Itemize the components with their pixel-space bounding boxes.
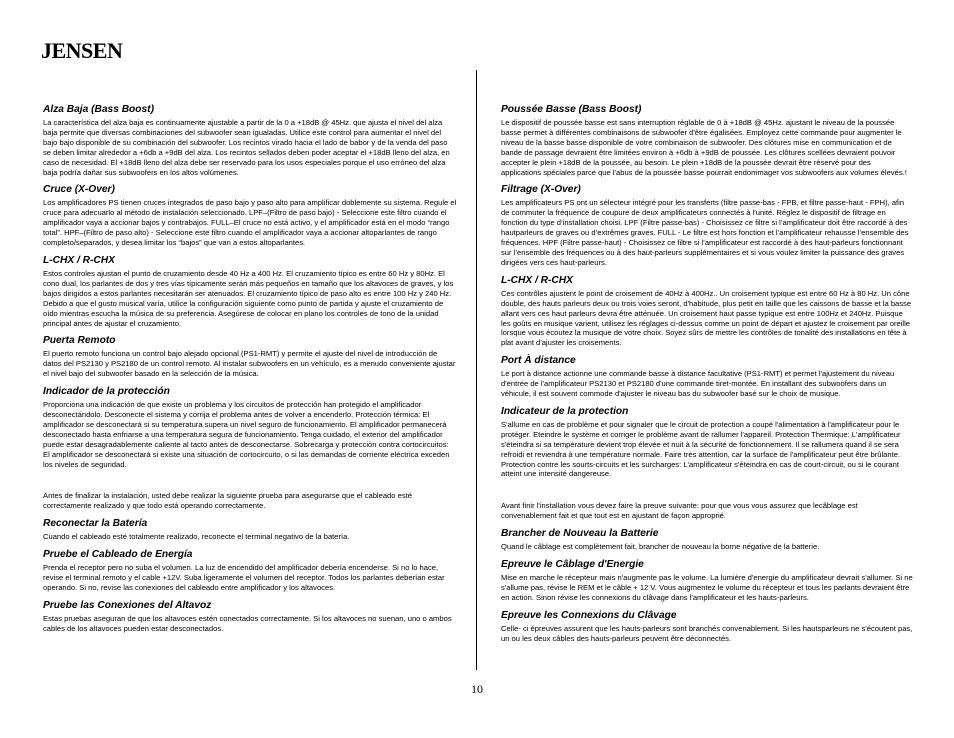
section-poussee-basse bbox=[501, 103, 913, 177]
section-heading: L-CHX / R-CHX bbox=[501, 274, 573, 286]
test-connexions-clavage bbox=[501, 609, 913, 644]
section-heading: Pruebe las Conexiones del Altavoz bbox=[43, 599, 212, 611]
section-body: Estas pruebas aseguran de que los altavoces estén conectados correctamente. Si los altavoces no suenan, uno o ambos cables de los altavoces pueden estar desconectados. bbox=[43, 613, 452, 633]
section-lchx-rchx bbox=[501, 274, 913, 348]
section-heading: Poussée Basse (Bass Boost) bbox=[501, 104, 642, 115]
page-number: 10 bbox=[471, 682, 483, 696]
section-body: La característica del alza baja es continuamente ajustable a partir de la 0 a +18dB @ 45Hz. que ajusta el nivel del alza baja permite que diversas combinaciones del subwoofer sean igualadas. Utilice este control para aumentar el nivel del bajo bajo disponible de su combinación del subwoofer. Los recintos virado hacia el lado de babor y de la venda del paso se deben limitar alrededor a +6db a +9dB del alza. Los recintos sellados deben poder aceptar el +18dB lleno del alza, en caso de necesidad. El +18dB lleno del alza debe ser reservado para los usos especiales porque el uso erróneo del alza baja podría dañar sus subwoofers en los altos volúmenes. bbox=[43, 118, 450, 177]
section-filtrage bbox=[501, 183, 913, 267]
section-body: Mise en marche le récepteur mais n'augmente pas le volume. La lumière d'energie du amplificateur devrait s'allumer. Si ne s'allume pas, révise le REM et le câble + 12 V. Vous augmentez le volume du récepteur et tous les parlants devraient être en action. Sinon révise les connexions du clâvage dans l'amplificateur et les hauts-parleurs. bbox=[501, 573, 913, 602]
section-heading: Reconectar la Batería bbox=[43, 518, 148, 530]
section-body: Celle- ci épreuves assurent que les hauts-parleurs sont branchés convenablement. Si les hautsparleurs ne s'écoutent pas, un ou les deux câbles des hauts-parleurs peuvent être déconnectés. bbox=[501, 623, 913, 643]
section-alza-baja bbox=[43, 103, 457, 177]
section-heading: Epreuve les Connexions du Clâvage bbox=[501, 609, 677, 621]
section-heading: Brancher de Nouveau la Batterie bbox=[501, 528, 659, 540]
section-heading: Indicateur de la protection bbox=[501, 405, 629, 417]
test-reconectar-bateria bbox=[43, 517, 457, 542]
section-puerta-remoto bbox=[43, 334, 457, 379]
test-cablage-energie bbox=[501, 558, 913, 603]
section-body: Les amplificateurs PS ont un sélecteur intégré pour les transferts (filtre passe-bas - FPB, et filtre passe-haut - FPH), afin de commuter la fréquence de coupure de deux amplificateurs connectés à l'unité. Réglez le dispositif de filtrage en fonction du type d’installation choisi. LPF (Filtre passe-bas) - Choisissez ce filtre si l’amplificateur doit être raccordé à des hautparleurs de graves ou d’extrêmes graves. FULL - Le filtre est hors fonction et l’amplificateur rehausse l’ensemble des fréquences. HPF (Filtre passe-haut) - Choisissez ce filtre si l’amplificateur est raccordé à des haut-parleurs fonctionnant sur l’ensemble des fréquences ou à des haut-parleurs supplémentaires et si vous voulez limiter la puissance des graves dirigées vers ces haut-parleurs. bbox=[501, 198, 909, 267]
section-heading: Puerta Remoto bbox=[43, 335, 116, 347]
section-heading: Indicador de la protección bbox=[43, 386, 170, 398]
test-brancher-batterie bbox=[501, 527, 913, 552]
section-body: El puerto remoto funciona un control bajo alejado opcional (PS1-RMT) y permite el ajuste del nivel de introducción de datos del PS2130 y PS2180 de un control remoto. Al instalar subwoofers en un vehículo, es a menudo conveniente ajustar el nivel bajo del subwoofer basado en la selección de la música. bbox=[43, 349, 456, 379]
section-body: Proporciona una indicación de que existe un problema y los circuitos de protección han protegido el amplificador desconectándolo. Desconecte el sistema y corrija el problema antes de volver a encenderlo. Protección térmica: El amplificador se desconectará si su temperatura supera un nivel seguro de funcionamiento. El amplificador permanecerá desconectado hasta enfriarse a una temperatura segura de funcionamiento. Tenga cuidado, el exterior del amplificador puede estar desagradablemente caliente al tacto antes de desconectarse. Sobrecarga y protección contra cortocircuitos: El amplificador se desconectará si existe una situación de cortocircuito, o si las demandas de corriente eléctrica exceden los niveles de seguridad. bbox=[43, 400, 450, 469]
test-intro: Antes de finalizar la instalación, usted debe realizar la siguiente prueba para asegurarse que el cableado esté correctamente realizado y que todo está operando correctamente. bbox=[43, 491, 412, 511]
french-column bbox=[501, 103, 913, 650]
test-intro: Avant finir l'installation vous devez faire la preuve suivante: pour que vous vous assurez que lecâblage est convenablement fait et que tout est en ajustant de façon approprié. bbox=[501, 501, 858, 521]
section-body: Los amplificadores PS tienen cruces integrados de paso bajo y paso alto para amplificar doblemente su sistema. Regule el cruce para adecuarlo al método de instalación seleccionado. LPF–(Filtro de paso bajo) - Seleccione este filtro cuando el amplificador vaya a accionar bajos y contrabajos. FULL–El cruce no está activo, y el amplificador está en el modo “rango total”. HPF–(Filtro de paso alto) - Seleccione este filtro cuando el amplificador vaya a accionar altoparlantes de rango completo/separados, y desea limitar los “bajos” que van a estos altoparlantes. bbox=[43, 198, 457, 248]
section-port-distance bbox=[501, 354, 913, 399]
test-cableado-energia bbox=[43, 548, 457, 593]
spanish-column bbox=[43, 103, 457, 640]
section-heading: Epreuve le Câblage d'Energie bbox=[501, 559, 644, 571]
section-indicador-proteccion bbox=[43, 385, 457, 469]
section-indicateur-protection bbox=[501, 405, 913, 479]
section-heading: Filtrage (X-Over) bbox=[501, 184, 581, 196]
section-heading: Cruce (X-Over) bbox=[43, 184, 115, 196]
section-body: S'allume en cas de problème et pour signaler que le circuit de protection a coupé l'alimentation à l'amplificateur pour le protéger. Eteindre le système et corriger le problème avant de rallumer l'appareil. Protection Thermique: L'amplificateur s'éteindra si sa température devient trop élevée et nuit à la sécurité de fonctionnement. Il se rallumera quand il se sera refroidi et reviendra à une température normale. Faire très attention, car la surface de l'amplificateur peut être brûlante. Protection contre les sourts-circuits et les surcharges: L'amplificateur s'éteindra en cas de court-circuit, ou si le courant atteint une intensité dangereuse. bbox=[501, 419, 901, 479]
section-heading: L-CHX / R-CHX bbox=[43, 254, 115, 266]
section-heading: Pruebe el Cableado de Energía bbox=[43, 549, 193, 561]
section-body: Le port à distance actionne une commande basse à distance facultative (PS1-RMT) et permet l'ajustement du niveau d'entrée de l'amplificateur PS2130 et PS2180 d'une commande tiret-montée. En installant des subwoofers dans un véhicule, il est souvent commode d'ajuster le niveau bas du subwoofer basé sur le choix de musique. bbox=[501, 369, 895, 399]
section-cruce bbox=[43, 183, 457, 248]
section-body: Quand le câblage est complètement fait, brancher de nouveau la borne négative de la batterie. bbox=[501, 542, 820, 552]
section-heading: Alza Baja (Bass Boost) bbox=[43, 104, 154, 115]
test-conexiones-altavoz bbox=[43, 599, 457, 634]
section-body: Cuando el cableado esté totalmente realizado, reconecte el terminal negativo de la batería. bbox=[43, 532, 350, 542]
brand-logo: JENSEN bbox=[41, 38, 123, 63]
section-body: Le dispositif de poussée basse est sans interruption réglable de 0 à +18dB @ 45Hz. ajustant le niveau de la poussée basse permet à différentes combinaisons de subwoofer d'être égalisées. Employez cette commande pour augmenter le niveau de la basse basse disponible de votre combinaison de subwoofer. Des clôtures mise en communication et de bande de passage devraient être limitées environ à +6db à +9dB de poussée. Les clôtures scellées devraient pouvoir accepter le plein +18dB de la poussée, au besoin. Le plein +18dB de la poussée devrait être réservé pour des applications spéciales parce que l'abus de la poussée basse pourrait endommager vos subwoofers aux volumes élevés.! bbox=[501, 118, 907, 177]
section-body: Prenda el receptor pero no suba el volumen. La luz de encendido del amplificador debería encenderse. Si no lo hace, revise el terminal remoto y el cable +12V. Suba ligeramente el volumen del receptor. Todos los parlantes deberían estar operando. Si no, revise las conexiones del cableado entre amplificador y los altavoces. bbox=[43, 563, 445, 592]
section-lchx-rchx bbox=[43, 254, 457, 328]
section-heading: Port À distance bbox=[501, 355, 576, 367]
section-body: Ces contrôles ajustent le point de croisement de 40Hz à 400Hz.. Un croisement typique est entre 60 Hz à 80 Hz. Un cône double, des hauts parleurs deux ou trois voies seront, d'habitude, plus petit en taille que les caissons de basse et la basse allant vers ces haut parleurs devra être atténuée. Un croisement haut passe typique est entre 100Hz et 240Hz. Puisque les goûts en musique varient, utilisez les réglages ci-dessus comme un point de départ et ajustez le croisement par oreille lorsque vous écoutez la musique de votre choix. Soyez sûrs de mettre les contrôles de tonalité des installations en tête à plat avant d'ajuster les croisements. bbox=[501, 288, 912, 348]
column-divider bbox=[476, 70, 477, 670]
section-body: Estos controles ajustan el punto de cruzamiento desde 40 Hz a 400 Hz. El cruzamiento típico es entre 60 Hz y 80Hz. El cono dual, los parlantes de dos y tres vías típicamente serán más pequeños en tamaño que los altavoces de graves, y los bajos dirigidos a estos parlantes necesitarán ser atenuados. El cruzamiento típico de paso alto es entre 100 Hz y 240 Hz. Debido a que el gusto musical varía, utilice la configuración siguiente como punto de partida y ajuste el cruzamiento de oído mientras escucha la música de su preferencia. Asegúrese de colocar en plano los controles de tono de la unidad principal antes de ajustar el cruzamiento. bbox=[43, 268, 454, 328]
